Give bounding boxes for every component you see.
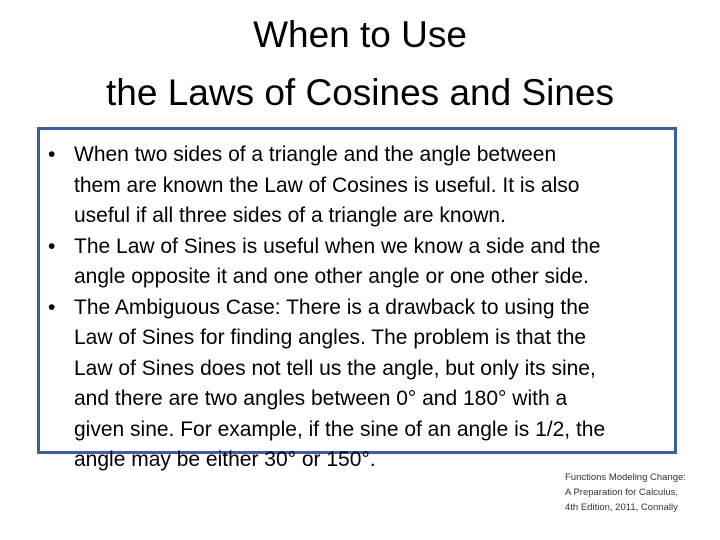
title-line-1: When to Use — [253, 14, 467, 55]
bullet-item-cosines — [44, 140, 674, 232]
bullet-line: The Law of Sines is useful when we know a side and the — [74, 234, 601, 258]
bullet-line: angle opposite it and one other angle or one other side. — [74, 265, 589, 288]
bullet-dot: • — [48, 234, 56, 258]
bullet-list — [44, 140, 674, 476]
title-line-2: the Laws of Cosines and Sines — [105, 72, 615, 113]
content-box — [37, 127, 677, 471]
bullet-line: Law of Sines does not tell us the angle, but only its sine, — [74, 356, 596, 380]
bullet-line: The Ambiguous Case: There is a drawback to using the — [74, 295, 590, 319]
bullet-item-ambiguous-case — [44, 293, 674, 476]
bullet-line: angle may be either 30° or 150°. — [74, 448, 376, 471]
citation — [565, 470, 715, 515]
bullet-line: and there are two angles between 0° and 180° with a — [74, 387, 568, 410]
bullet-dot: • — [48, 143, 56, 166]
bullet-line: them are known the Law of Cosines is useful. It is also — [74, 173, 580, 197]
bullet-dot: • — [48, 295, 56, 319]
citation-line-2: A Preparation for Calculus, — [565, 487, 679, 498]
bullet-line: given sine. For example, if the sine of an angle is 1/2, the — [74, 417, 606, 441]
slide-title — [40, 6, 680, 122]
bullet-line: Law of Sines for finding angles. The problem is that the — [74, 326, 587, 349]
bullet-line: When two sides of a triangle and the angle between — [74, 143, 557, 166]
bullet-line: useful if all three sides of a triangle are known. — [74, 204, 506, 227]
citation-line-1: Functions Modeling Change: — [565, 472, 686, 483]
bullet-item-sines — [44, 232, 674, 293]
citation-line-3: 4th Edition, 2011, Connally — [565, 502, 678, 513]
